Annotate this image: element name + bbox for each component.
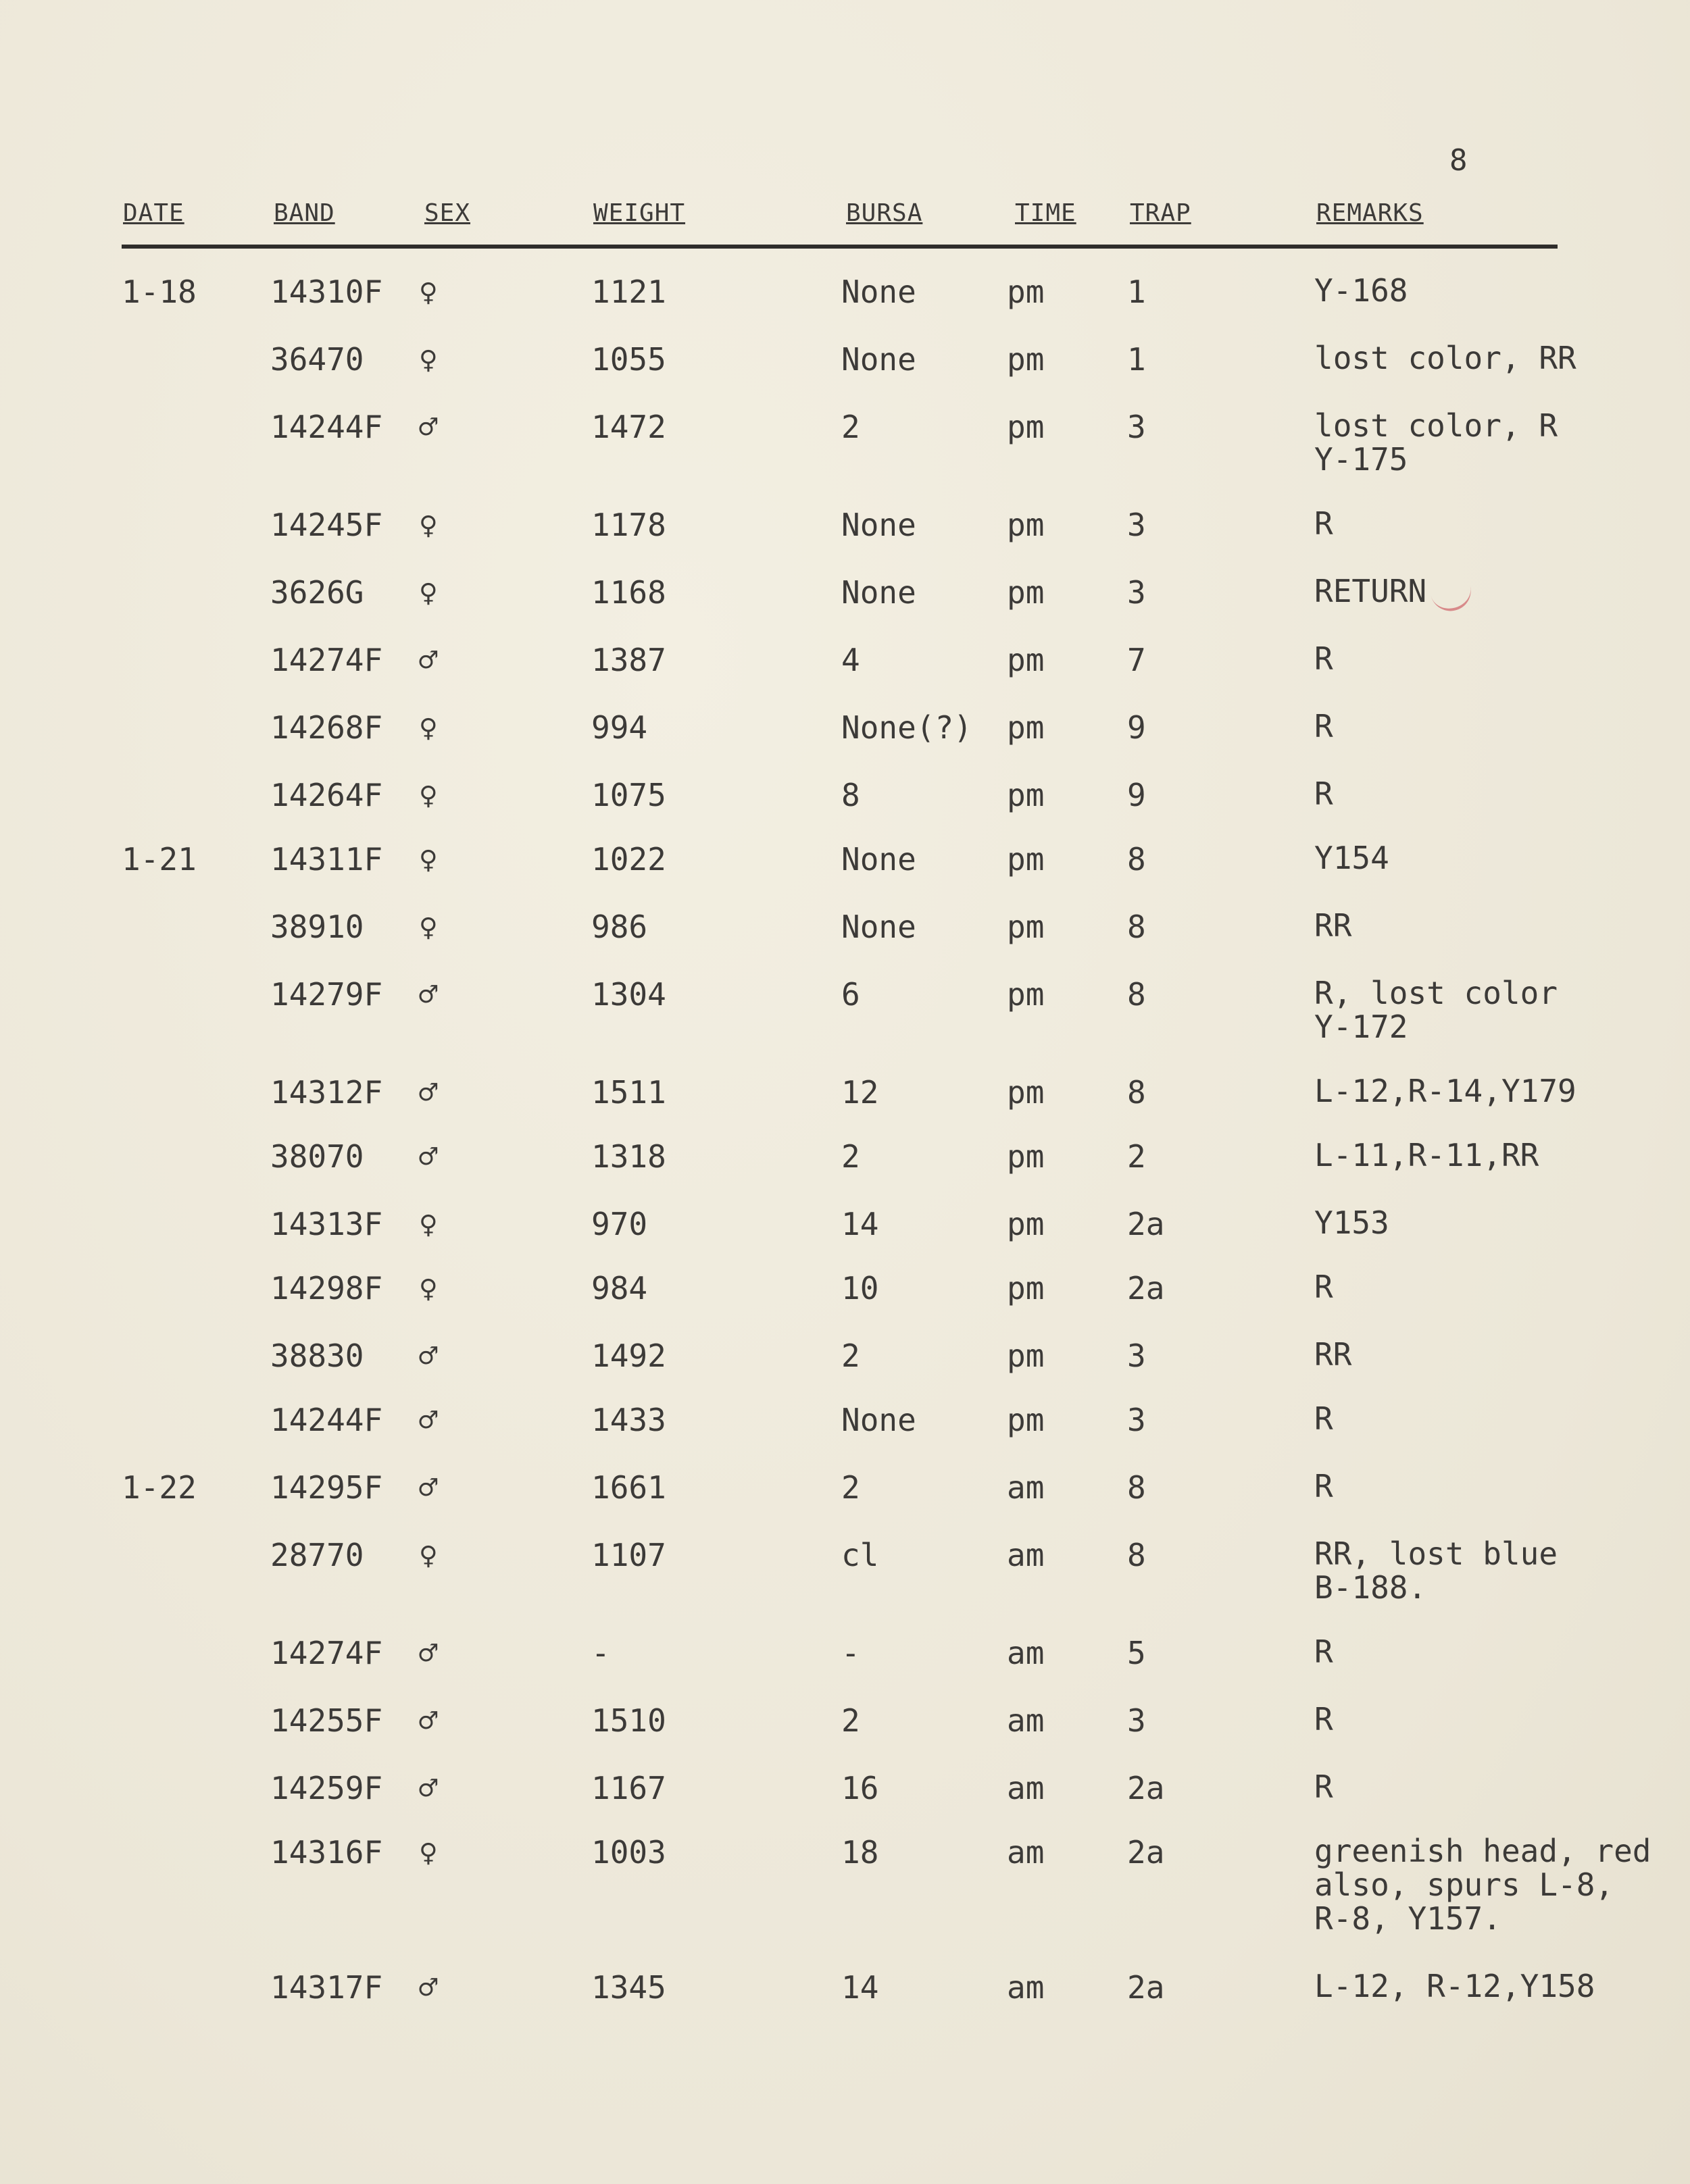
trap-cell: 2a xyxy=(1127,1270,1165,1306)
band-cell: 38070 xyxy=(270,1138,364,1175)
sex-cell: ♂ xyxy=(419,976,438,1013)
weight-cell: 984 xyxy=(591,1270,648,1306)
weight-cell: 1510 xyxy=(591,1702,666,1739)
remarks-line: Y-172 xyxy=(1314,1009,1408,1045)
band-cell: 36470 xyxy=(270,341,364,378)
weight-cell: 970 xyxy=(591,1206,648,1242)
remarks-line: R xyxy=(1314,1468,1333,1504)
remarks-line: RETURN xyxy=(1314,573,1427,609)
time-cell: pm xyxy=(1007,642,1045,678)
sex-cell: ♂ xyxy=(419,1969,438,2006)
band-cell: 3626G xyxy=(270,574,364,611)
remarks-line: R xyxy=(1314,1769,1333,1805)
weight-cell: 1178 xyxy=(591,507,666,543)
trap-cell: 9 xyxy=(1127,709,1146,746)
trap-cell: 2 xyxy=(1127,1138,1146,1175)
time-cell: pm xyxy=(1007,1206,1045,1242)
sex-cell: ♀ xyxy=(419,1537,438,1573)
time-cell: am xyxy=(1007,1635,1045,1671)
trap-cell: 8 xyxy=(1127,1469,1146,1506)
sex-cell: ♂ xyxy=(419,1469,438,1506)
trap-cell: 8 xyxy=(1127,1074,1146,1111)
band-cell: 14316F xyxy=(270,1834,383,1871)
table-row xyxy=(0,1770,1690,1831)
trap-cell: 1 xyxy=(1127,341,1146,378)
remarks-cell xyxy=(1314,1206,1389,1240)
time-cell: pm xyxy=(1007,1138,1045,1175)
sex-cell: ♀ xyxy=(419,574,438,611)
table-row xyxy=(0,777,1690,838)
weight-cell: - xyxy=(591,1635,610,1671)
table-row xyxy=(0,1206,1690,1267)
remarks-line: R xyxy=(1314,1633,1333,1670)
trap-cell: 1 xyxy=(1127,274,1146,310)
remarks-line: Y153 xyxy=(1314,1204,1389,1241)
time-cell: am xyxy=(1007,1770,1045,1806)
weight-cell: 1055 xyxy=(591,341,666,378)
bursa-cell: None(?) xyxy=(841,709,972,746)
trap-cell: 3 xyxy=(1127,409,1146,445)
table-row xyxy=(0,1469,1690,1530)
band-cell: 28770 xyxy=(270,1537,364,1573)
sex-cell: ♀ xyxy=(419,341,438,378)
band-cell: 14259F xyxy=(270,1770,383,1806)
trap-cell: 3 xyxy=(1127,1702,1146,1739)
remarks-cell xyxy=(1314,1402,1333,1436)
weight-cell: 1304 xyxy=(591,976,666,1013)
remarks-line: R xyxy=(1314,1269,1333,1305)
time-cell: pm xyxy=(1007,976,1045,1013)
remarks-cell xyxy=(1314,274,1408,307)
sex-cell: ♂ xyxy=(419,642,438,678)
remarks-line: lost color, RR xyxy=(1314,340,1576,376)
header-rule xyxy=(122,245,1558,249)
remarks-cell xyxy=(1314,841,1389,875)
band-cell: 38830 xyxy=(270,1338,364,1374)
band-cell: 14298F xyxy=(270,1270,383,1306)
time-cell: pm xyxy=(1007,341,1045,378)
time-cell: am xyxy=(1007,1969,1045,2006)
weight-cell: 986 xyxy=(591,909,648,945)
sex-cell: ♂ xyxy=(419,1338,438,1374)
sex-cell: ♀ xyxy=(419,1270,438,1306)
trap-cell: 2a xyxy=(1127,1770,1165,1806)
remarks-cell xyxy=(1314,409,1558,476)
header-band: BAND xyxy=(274,199,335,227)
remarks-line: R xyxy=(1314,776,1333,812)
sex-cell: ♂ xyxy=(419,1635,438,1671)
table-row xyxy=(0,1535,1690,1606)
bursa-cell: - xyxy=(841,1635,860,1671)
bursa-cell: None xyxy=(841,841,916,878)
band-cell: 38910 xyxy=(270,909,364,945)
remarks-line: R xyxy=(1314,708,1333,744)
trap-cell: 9 xyxy=(1127,777,1146,813)
table-row xyxy=(0,1338,1690,1398)
remarks-cell xyxy=(1314,1702,1333,1736)
table-row xyxy=(0,1702,1690,1763)
band-cell: 14312F xyxy=(270,1074,383,1111)
header-sex: SEX xyxy=(424,199,471,227)
weight-cell: 1168 xyxy=(591,574,666,611)
remarks-cell xyxy=(1314,1338,1351,1371)
table-row xyxy=(0,975,1690,1045)
weight-cell: 1107 xyxy=(591,1537,666,1573)
sex-cell: ♂ xyxy=(419,1074,438,1111)
trap-cell: 3 xyxy=(1127,1402,1146,1438)
bursa-cell: 4 xyxy=(841,642,860,678)
bursa-cell: 2 xyxy=(841,1702,860,1739)
remarks-line: L-12,R-14,Y179 xyxy=(1314,1073,1576,1109)
bursa-cell: None xyxy=(841,1402,916,1438)
bursa-cell: 12 xyxy=(841,1074,879,1111)
band-cell: 14295F xyxy=(270,1469,383,1506)
remarks-cell xyxy=(1314,642,1333,676)
weight-cell: 1167 xyxy=(591,1770,666,1806)
table-row xyxy=(0,1833,1690,1937)
band-cell: 14310F xyxy=(270,274,383,310)
remarks-line: RR xyxy=(1314,1336,1352,1373)
band-cell: 14245F xyxy=(270,507,383,543)
date-cell: 1-22 xyxy=(122,1469,197,1506)
remarks-cell xyxy=(1314,1469,1333,1503)
header-remarks: REMARKS xyxy=(1316,199,1424,227)
table-row xyxy=(0,341,1690,402)
remarks-cell xyxy=(1314,1537,1558,1604)
remarks-line: R xyxy=(1314,1400,1333,1437)
remarks-line: R xyxy=(1314,1701,1333,1737)
sex-cell: ♀ xyxy=(419,507,438,543)
remarks-cell xyxy=(1314,1770,1333,1804)
bursa-cell: 18 xyxy=(841,1834,879,1871)
table-header xyxy=(0,199,1690,240)
band-cell: 14268F xyxy=(270,709,383,746)
remarks-line: Y-175 xyxy=(1314,441,1408,478)
weight-cell: 1318 xyxy=(591,1138,666,1175)
time-cell: am xyxy=(1007,1469,1045,1506)
remarks-cell xyxy=(1314,1270,1333,1304)
page-number: 8 xyxy=(1449,143,1468,178)
remarks-cell xyxy=(1314,909,1351,942)
remarks-line: RR xyxy=(1314,907,1352,944)
time-cell: pm xyxy=(1007,507,1045,543)
trap-cell: 8 xyxy=(1127,909,1146,945)
trap-cell: 5 xyxy=(1127,1635,1146,1671)
time-cell: am xyxy=(1007,1702,1045,1739)
header-trap: TRAP xyxy=(1130,199,1191,227)
remarks-line: R, lost color xyxy=(1314,975,1558,1011)
trap-cell: 3 xyxy=(1127,1338,1146,1374)
bursa-cell: 14 xyxy=(841,1206,879,1242)
remarks-cell xyxy=(1314,976,1558,1044)
bursa-cell: cl xyxy=(841,1537,879,1573)
sex-cell: ♀ xyxy=(419,1834,438,1871)
band-cell: 14244F xyxy=(270,1402,383,1438)
remarks-line: Y154 xyxy=(1314,840,1389,876)
bursa-cell: 16 xyxy=(841,1770,879,1806)
remarks-line: L-11,R-11,RR xyxy=(1314,1137,1539,1173)
sex-cell: ♀ xyxy=(419,709,438,746)
trap-cell: 3 xyxy=(1127,507,1146,543)
band-cell: 14244F xyxy=(270,409,383,445)
band-cell: 14317F xyxy=(270,1969,383,2006)
remarks-line: R xyxy=(1314,640,1333,677)
remarks-line: greenish head, red xyxy=(1314,1833,1651,1869)
remarks-cell xyxy=(1314,341,1576,375)
bursa-cell: 8 xyxy=(841,777,860,813)
weight-cell: 1345 xyxy=(591,1969,666,2006)
sex-cell: ♀ xyxy=(419,909,438,945)
remarks-cell xyxy=(1314,1635,1333,1669)
trap-cell: 3 xyxy=(1127,574,1146,611)
trap-cell: 8 xyxy=(1127,976,1146,1013)
weight-cell: 1387 xyxy=(591,642,666,678)
time-cell: pm xyxy=(1007,777,1045,813)
sex-cell: ♀ xyxy=(419,841,438,878)
date-cell: 1-18 xyxy=(122,274,197,310)
table-row xyxy=(0,407,1690,478)
sex-cell: ♀ xyxy=(419,1206,438,1242)
header-time: TIME xyxy=(1015,199,1076,227)
remarks-cell xyxy=(1314,1834,1651,1935)
band-cell: 14279F xyxy=(270,976,383,1013)
header-bursa: BURSA xyxy=(846,199,923,227)
table-row xyxy=(0,1635,1690,1696)
time-cell: pm xyxy=(1007,274,1045,310)
sex-cell: ♀ xyxy=(419,777,438,813)
bursa-cell: None xyxy=(841,274,916,310)
weight-cell: 994 xyxy=(591,709,648,746)
trap-cell: 7 xyxy=(1127,642,1146,678)
remarks-line: Y-168 xyxy=(1314,272,1408,309)
table-row xyxy=(0,1138,1690,1199)
band-cell: 14311F xyxy=(270,841,383,878)
remarks-line: RR, lost blue xyxy=(1314,1535,1558,1572)
time-cell: pm xyxy=(1007,1270,1045,1306)
table-row xyxy=(0,1074,1690,1135)
remarks-cell xyxy=(1314,507,1333,540)
table-row xyxy=(0,1270,1690,1331)
table-row xyxy=(0,841,1690,902)
time-cell: pm xyxy=(1007,841,1045,878)
sex-cell: ♂ xyxy=(419,1402,438,1438)
table-row xyxy=(0,274,1690,334)
date-cell: 1-21 xyxy=(122,841,197,878)
trap-cell: 8 xyxy=(1127,841,1146,878)
trap-cell: 2a xyxy=(1127,1206,1165,1242)
sex-cell: ♀ xyxy=(419,274,438,310)
weight-cell: 1661 xyxy=(591,1469,666,1506)
band-cell: 14274F xyxy=(270,1635,383,1671)
bursa-cell: 6 xyxy=(841,976,860,1013)
table-row xyxy=(0,909,1690,969)
bursa-cell: 2 xyxy=(841,409,860,445)
bursa-cell: 10 xyxy=(841,1270,879,1306)
time-cell: pm xyxy=(1007,1338,1045,1374)
band-cell: 14313F xyxy=(270,1206,383,1242)
time-cell: pm xyxy=(1007,709,1045,746)
bursa-cell: 2 xyxy=(841,1138,860,1175)
table-row xyxy=(0,642,1690,703)
bursa-cell: 2 xyxy=(841,1338,860,1374)
trap-cell: 2a xyxy=(1127,1834,1165,1871)
remarks-cell xyxy=(1314,777,1333,811)
time-cell: pm xyxy=(1007,1074,1045,1111)
bursa-cell: None xyxy=(841,341,916,378)
remarks-cell xyxy=(1314,709,1333,743)
weight-cell: 1075 xyxy=(591,777,666,813)
time-cell: pm xyxy=(1007,909,1045,945)
bursa-cell: 14 xyxy=(841,1969,879,2006)
remarks-line: L-12, R-12,Y158 xyxy=(1314,1968,1595,2004)
weight-cell: 1121 xyxy=(591,274,666,310)
time-cell: am xyxy=(1007,1834,1045,1871)
weight-cell: 1472 xyxy=(591,409,666,445)
sex-cell: ♂ xyxy=(419,1138,438,1175)
header-weight: WEIGHT xyxy=(593,199,686,227)
remarks-line: also, spurs L-8, xyxy=(1314,1866,1614,1903)
time-cell: pm xyxy=(1007,409,1045,445)
remarks-line: R xyxy=(1314,505,1333,542)
band-cell: 14274F xyxy=(270,642,383,678)
weight-cell: 1492 xyxy=(591,1338,666,1374)
table-row xyxy=(0,1402,1690,1463)
remarks-line: B-188. xyxy=(1314,1569,1427,1606)
table-row xyxy=(0,507,1690,567)
time-cell: am xyxy=(1007,1537,1045,1573)
bursa-cell: 2 xyxy=(841,1469,860,1506)
remarks-line: lost color, R xyxy=(1314,407,1558,444)
header-date: DATE xyxy=(123,199,184,227)
remarks-cell xyxy=(1314,1969,1595,2003)
remarks-cell xyxy=(1314,1138,1539,1172)
table-row xyxy=(0,1969,1690,2030)
weight-cell: 1511 xyxy=(591,1074,666,1111)
band-cell: 14264F xyxy=(270,777,383,813)
time-cell: pm xyxy=(1007,574,1045,611)
weight-cell: 1022 xyxy=(591,841,666,878)
time-cell: pm xyxy=(1007,1402,1045,1438)
remarks-line: R-8, Y157. xyxy=(1314,1900,1501,1937)
remarks-cell xyxy=(1314,574,1426,608)
trap-cell: 8 xyxy=(1127,1537,1146,1573)
band-cell: 14255F xyxy=(270,1702,383,1739)
weight-cell: 1003 xyxy=(591,1834,666,1871)
bursa-cell: None xyxy=(841,909,916,945)
bursa-cell: None xyxy=(841,574,916,611)
sex-cell: ♂ xyxy=(419,1770,438,1806)
remarks-cell xyxy=(1314,1074,1576,1108)
sex-cell: ♂ xyxy=(419,409,438,445)
sex-cell: ♂ xyxy=(419,1702,438,1739)
bursa-cell: None xyxy=(841,507,916,543)
table-row xyxy=(0,709,1690,770)
weight-cell: 1433 xyxy=(591,1402,666,1438)
trap-cell: 2a xyxy=(1127,1969,1165,2006)
